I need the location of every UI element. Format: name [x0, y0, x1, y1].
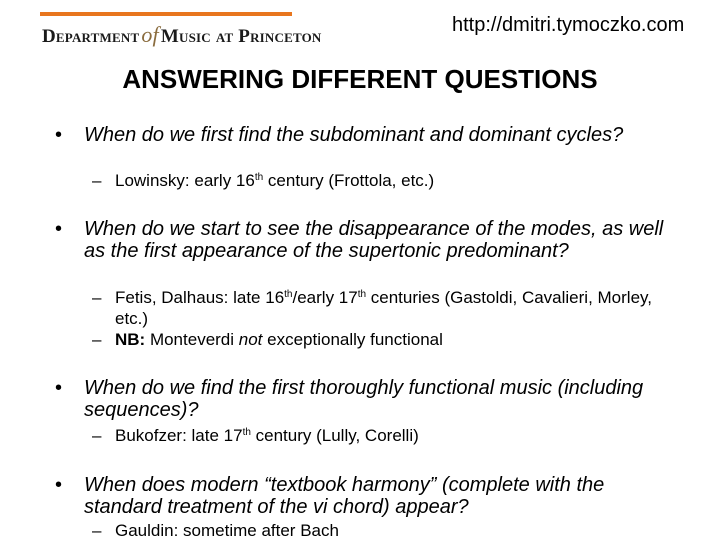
bullet: • [55, 474, 63, 496]
answer-4-1: Gauldin: sometime after Bach [115, 521, 339, 540]
question-1: When do we first find the subdominant and dominant cycles? [84, 124, 624, 146]
question-3: When do we find the first thoroughly functional music (including sequences)? [84, 377, 644, 421]
slide-title: ANSWERING DIFFERENT QUESTIONS [122, 64, 598, 94]
answer-3-1: Bukofzer: late 17th century (Lully, Corelli) [115, 426, 419, 445]
dash: – [92, 288, 102, 307]
logo-bar [40, 12, 292, 16]
department-logo [40, 12, 322, 47]
dash: – [92, 521, 102, 540]
question-4: When does modern “textbook harmony” (complete with the standard treatment of the vi chord) appear? [84, 474, 605, 518]
answer-2-2: NB: Monteverdi not exceptionally functional [115, 330, 443, 349]
bullet: • [55, 218, 63, 240]
header-url: http://dmitri.tymoczko.com [452, 14, 685, 36]
answer-2-1: Fetis, Dalhaus: late 16th/early 17th centuries (Gastoldi, Cavalieri, Morley, etc.) [115, 288, 652, 328]
dash: – [92, 330, 102, 349]
dash: – [92, 426, 102, 445]
bullet: • [55, 377, 63, 399]
logo-of: of [141, 22, 159, 47]
dash: – [92, 171, 102, 190]
logo-department: Department [42, 26, 140, 47]
logo-text [42, 22, 322, 48]
answer-1-1: Lowinsky: early 16th century (Frottola, etc.) [115, 171, 435, 190]
logo-music: Music at Princeton [160, 26, 322, 47]
bullet: • [55, 124, 63, 146]
question-2: When do we start to see the disappearance of the modes, as well as the first appearance of the supertonic predominant? [84, 218, 664, 262]
